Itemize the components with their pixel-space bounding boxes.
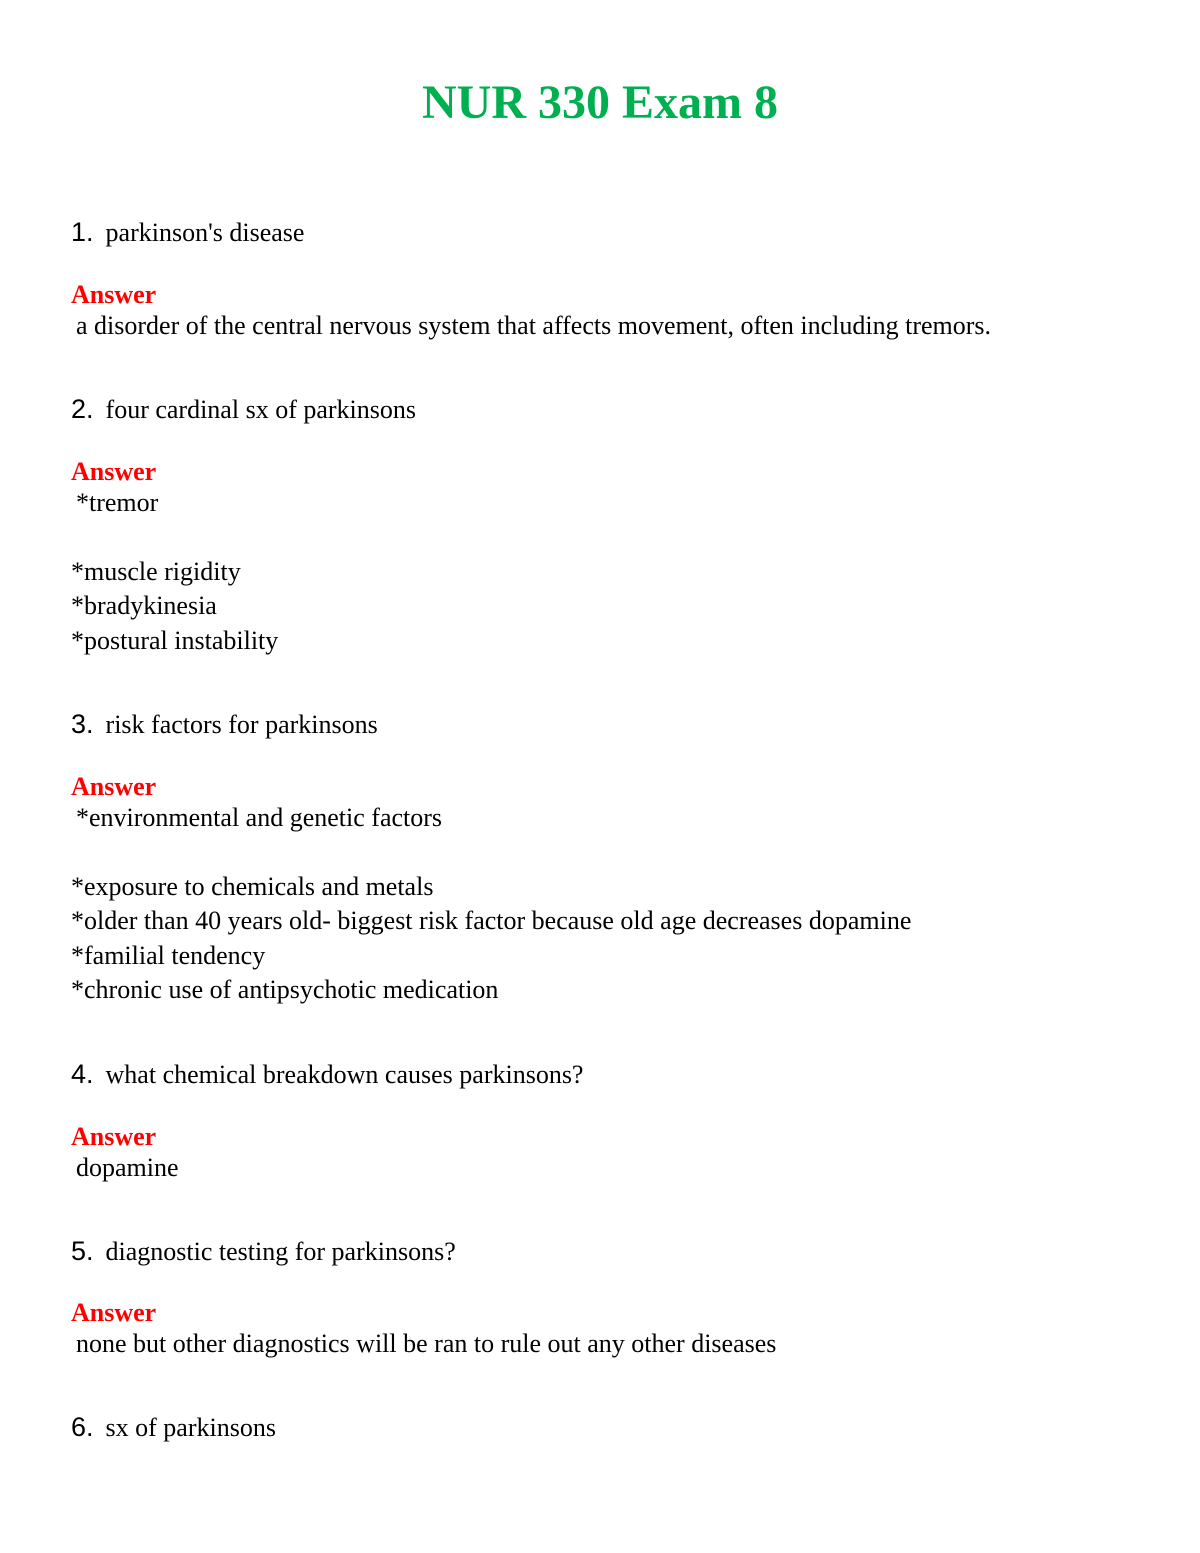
answer-line: a disorder of the central nervous system that affects movement, often including tremors. [76,311,992,340]
question-5 [71,1231,1151,1271]
answer-line: *chronic use of antipsychotic medication [71,975,499,1004]
question-text: risk factors for parkinsons [105,710,378,739]
question-4 [71,1054,1151,1094]
question-number: 3. [71,709,94,739]
answer-5 [71,1327,1171,1362]
answer-label: Answer [71,1298,157,1327]
answer-4 [71,1151,1171,1186]
question-number: 2. [71,394,94,424]
question-number: 1. [71,217,94,247]
answer-line: *muscle rigidity [71,556,241,586]
answer-line: *postural instability [71,625,279,655]
question-number: 5. [71,1236,94,1266]
answer-label: Answer [71,457,157,486]
question-text: four cardinal sx of parkinsons [105,395,417,424]
answer-line: *familial tendency [71,940,266,970]
answer-label: Answer [71,1122,157,1151]
answer-3 [71,801,1171,1008]
question-text: parkinson's disease [105,218,305,247]
answer-gap [71,836,1171,870]
answer-line: *bradykinesia [71,591,217,620]
answer-line: none but other diagnostics will be ran to rule out any other diseases [76,1329,777,1358]
question-2 [71,389,1151,429]
question-1 [71,212,1151,252]
question-3 [71,704,1151,744]
question-6 [71,1407,1151,1447]
answer-gap [71,521,1171,555]
answer-line: *environmental and genetic factors [76,803,443,832]
answer-1 [71,309,1171,344]
answer-label: Answer [71,280,157,309]
question-text: sx of parkinsons [105,1413,276,1442]
answer-label: Answer [71,772,157,801]
answer-line: dopamine [76,1153,179,1182]
answer-line: *older than 40 years old- biggest risk factor because old age decreases dopamine [71,906,912,935]
question-text: what chemical breakdown causes parkinsons? [105,1060,584,1089]
answer-2 [71,486,1171,658]
question-number: 6. [71,1412,94,1442]
question-number: 4. [71,1059,94,1089]
question-text: diagnostic testing for parkinsons? [105,1237,456,1266]
document-title: NUR 330 Exam 8 [422,76,778,129]
answer-line: *exposure to chemicals and metals [71,871,434,901]
answer-line: *tremor [76,488,159,517]
